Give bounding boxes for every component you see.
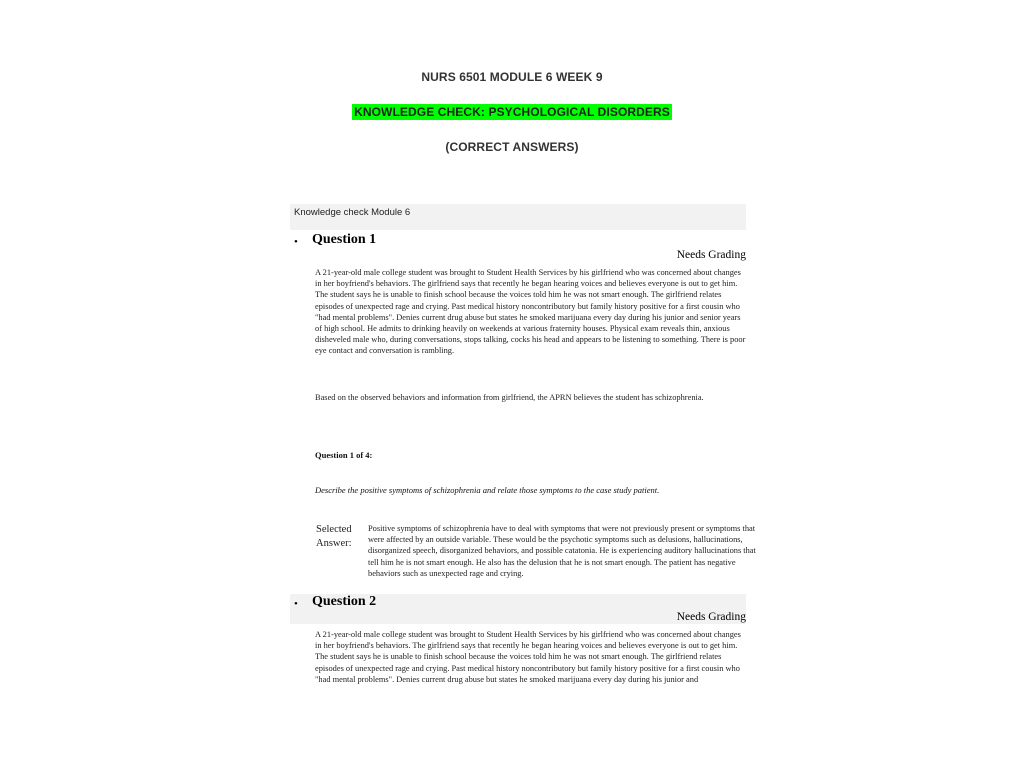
case-study-text: A 21-year-old male college student was brought to Student Health Services by his girlfriend who was concerned about changes in her boyfriend's behaviors. The girlfriend says that recently he began hearing voices and believes everyone is out to get him. The student says he is unable to finish school because the voices told him he was not smart enough. The girlfriend relates episodes of unexpected rage and crying. Past medical history noncontributory but family history positive for a first cousin who "had mental problems". Denies current drug abuse but states he smoked marijuana every day during his junior and [315, 630, 741, 684]
bullet-icon: • [294, 598, 298, 610]
answers-note: (CORRECT ANSWERS) [445, 140, 579, 154]
grading-status: Needs Grading [676, 611, 746, 623]
assessment-text: Based on the observed behaviors and information from girlfriend, the APRN believes the student has schizophrenia. [315, 393, 704, 402]
sub-question-label: Question 1 of 4: [315, 450, 373, 460]
section-label: Knowledge check Module 6 [294, 207, 411, 218]
document-title [0, 105, 1024, 119]
question-title: Question 1 [312, 232, 377, 247]
case-study-text: A 21-year-old male college student was brought to Student Health Services by his girlfriend who was concerned about changes in her boyfriend's behaviors. The girlfriend says that recently he began hearing voices and believes everyone is out to get him. The student says he is unable to finish school because the voices told him he was not smart enough. The girlfriend relates episodes of unexpected rage and crying. Past medical history noncontributory but family history positive for a first cousin who "had mental problems". Denies current drug abuse but states he smoked marijuana every day during his junior and senior years of high school. He admits to drinking heavily on weekends at various fraternity houses. Physical exam reveals thin, anxious disheveled male who, during conversations, stops talking, cocks his head and appears to be listening to something. There is poor eye contact and conversation is rambling. [315, 268, 746, 356]
question-title: Question 2 [312, 594, 377, 609]
course-heading: NURS 6501 MODULE 6 WEEK 9 [421, 70, 603, 84]
highlighted-title: KNOWLEDGE CHECK: PSYCHOLOGICAL DISORDERS [354, 105, 670, 119]
question-prompt: Describe the positive symptoms of schizophrenia and relate those symptoms to the case study patient. [315, 485, 660, 495]
bullet-icon: • [294, 236, 298, 248]
selected-answer-label: Selected Answer: [316, 524, 352, 549]
selected-answer-text: Positive symptoms of schizophrenia have to deal with symptoms that were not previously present or symptoms that were affected by an outside variable. These would be the psychotic symptoms such as delusions, hallucinations, disorganized speech, disorganized behaviors, and possible catatonia. He is experiencing auditory hallucinations that tell him he is not smart enough. He also has the delusion that he is not smart enough. The patient has negative behaviors such as unexpected rage and crying. [368, 524, 756, 578]
grading-status: Needs Grading [676, 249, 746, 261]
